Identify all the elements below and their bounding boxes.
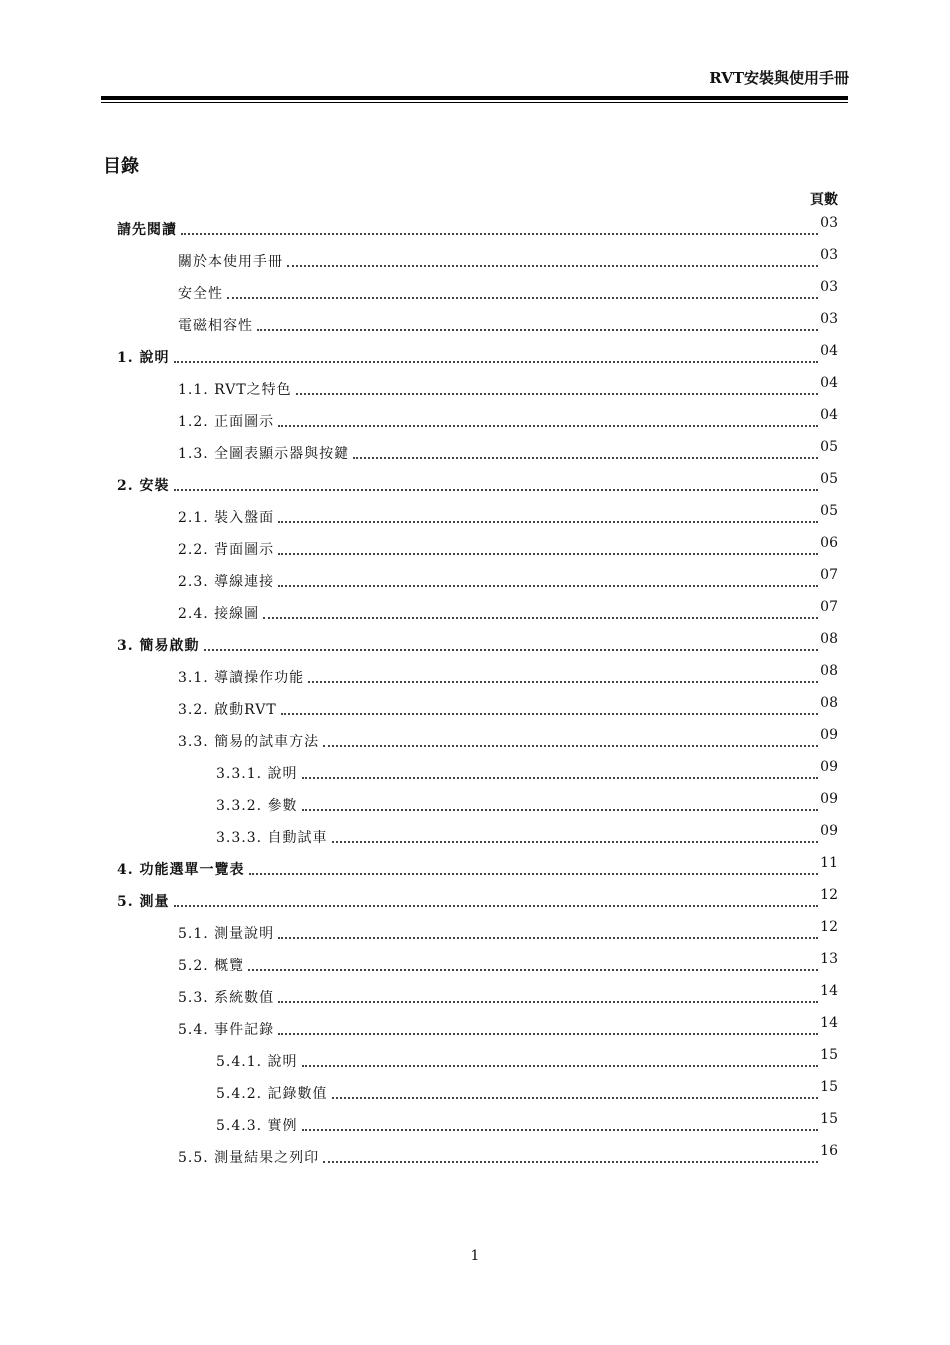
dot-leader <box>278 1001 818 1003</box>
toc-entry-label: 3.3. 簡易的試車方法 <box>178 734 320 750</box>
toc-entry-page: 16 <box>820 1143 838 1159</box>
toc-entry-label: 5.1. 測量說明 <box>178 926 275 942</box>
toc-entry[interactable] <box>0 725 950 757</box>
dot-leader <box>174 489 819 491</box>
toc-entry-page: 08 <box>820 663 838 679</box>
toc-entry[interactable] <box>0 1077 950 1109</box>
toc-entry[interactable] <box>0 1013 950 1045</box>
toc-entry-page: 07 <box>820 567 838 583</box>
dot-leader <box>278 585 818 587</box>
toc-entry-page: 05 <box>820 471 838 487</box>
toc-entry-page: 09 <box>820 791 838 807</box>
dot-leader <box>287 265 818 267</box>
dot-leader <box>302 777 818 779</box>
toc-entry[interactable] <box>0 789 950 821</box>
toc-entry-page: 15 <box>820 1111 838 1127</box>
toc-entry-page: 04 <box>820 375 838 391</box>
toc-entry-label: 4. 功能選單一覽表 <box>117 862 245 878</box>
toc-entry-label: 2.4. 接線圖 <box>178 606 260 622</box>
toc-entry[interactable] <box>0 245 950 277</box>
toc-entry[interactable] <box>0 565 950 597</box>
toc-entry-label: 關於本使用手冊 <box>178 254 283 270</box>
toc-entry[interactable] <box>0 1045 950 1077</box>
toc-title: 目錄 <box>103 156 139 177</box>
toc-entry-page: 12 <box>820 919 838 935</box>
table-of-contents <box>0 213 950 1173</box>
toc-entry[interactable] <box>0 501 950 533</box>
toc-entry[interactable] <box>0 597 950 629</box>
toc-entry-label: 1.3. 全圖表顯示器與按鍵 <box>178 446 350 462</box>
dot-leader <box>249 873 819 875</box>
toc-entry[interactable] <box>0 1141 950 1173</box>
toc-entry-page: 07 <box>820 599 838 615</box>
dot-leader <box>281 713 818 715</box>
dot-leader <box>353 457 818 459</box>
dot-leader <box>204 649 819 651</box>
document-header-title: RVT安裝與使用手冊 <box>709 69 849 87</box>
toc-entry-page: 09 <box>820 727 838 743</box>
toc-entry-page: 11 <box>820 855 838 871</box>
header-rule-thick <box>101 96 848 100</box>
toc-entry-label: 2. 安裝 <box>117 478 170 494</box>
toc-entry-page: 03 <box>820 247 838 263</box>
toc-entry-label: 3.2. 啟動RVT <box>178 702 277 718</box>
toc-entry[interactable] <box>0 309 950 341</box>
toc-entry[interactable] <box>0 437 950 469</box>
toc-entry[interactable] <box>0 213 950 245</box>
page-column-label: 頁數 <box>810 192 838 208</box>
toc-entry[interactable] <box>0 277 950 309</box>
dot-leader <box>181 233 818 235</box>
dot-leader <box>278 937 818 939</box>
toc-entry[interactable] <box>0 981 950 1013</box>
toc-entry-label: 5.5. 測量結果之列印 <box>178 1150 320 1166</box>
dot-leader <box>227 297 818 299</box>
toc-entry[interactable] <box>0 469 950 501</box>
toc-entry[interactable] <box>0 757 950 789</box>
toc-entry-page: 15 <box>820 1079 838 1095</box>
toc-entry-page: 12 <box>820 887 838 903</box>
dot-leader <box>308 681 818 683</box>
toc-entry-label: 請先閱讀 <box>117 222 177 238</box>
toc-entry-page: 14 <box>820 983 838 999</box>
dot-leader <box>302 1129 818 1131</box>
toc-entry[interactable] <box>0 341 950 373</box>
toc-entry-page: 03 <box>820 279 838 295</box>
toc-entry-label: 5.3. 系統數值 <box>178 990 275 1006</box>
toc-entry-label: 安全性 <box>178 286 223 302</box>
toc-entry-label: 5.4.2. 記錄數值 <box>216 1086 328 1102</box>
dot-leader <box>302 1065 818 1067</box>
toc-entry-page: 03 <box>820 215 838 231</box>
toc-entry[interactable] <box>0 885 950 917</box>
toc-entry[interactable] <box>0 533 950 565</box>
toc-entry-page: 05 <box>820 439 838 455</box>
toc-entry-page: 15 <box>820 1047 838 1063</box>
dot-leader <box>174 361 819 363</box>
toc-entry[interactable] <box>0 917 950 949</box>
toc-entry[interactable] <box>0 853 950 885</box>
toc-entry-label: 2.2. 背面圖示 <box>178 542 275 558</box>
dot-leader <box>278 553 818 555</box>
dot-leader <box>296 393 818 395</box>
toc-entry-label: 3.3.3. 自動試車 <box>216 830 328 846</box>
toc-entry-page: 05 <box>820 503 838 519</box>
toc-entry-label: 5. 測量 <box>117 894 170 910</box>
dot-leader <box>323 745 818 747</box>
toc-entry-label: 5.2. 概覽 <box>178 958 245 974</box>
toc-entry[interactable] <box>0 373 950 405</box>
toc-entry[interactable] <box>0 949 950 981</box>
toc-entry-page: 09 <box>820 823 838 839</box>
toc-entry-label: 3. 簡易啟動 <box>117 638 200 654</box>
toc-entry-label: 3.3.2. 參數 <box>216 798 298 814</box>
toc-entry-label: 3.3.1. 說明 <box>216 766 298 782</box>
toc-entry-page: 04 <box>820 343 838 359</box>
toc-entry-label: 5.4.3. 實例 <box>216 1118 298 1134</box>
toc-entry-page: 06 <box>820 535 838 551</box>
toc-entry-label: 1.1. RVT之特色 <box>178 382 292 398</box>
toc-entry[interactable] <box>0 821 950 853</box>
dot-leader <box>278 1033 818 1035</box>
dot-leader <box>332 1097 818 1099</box>
dot-leader <box>174 905 819 907</box>
toc-entry-label: 2.1. 裝入盤面 <box>178 510 275 526</box>
toc-entry[interactable] <box>0 629 950 661</box>
toc-entry[interactable] <box>0 405 950 437</box>
toc-entry-label: 2.3. 導線連接 <box>178 574 275 590</box>
toc-entry[interactable] <box>0 1109 950 1141</box>
toc-entry-page: 13 <box>820 951 838 967</box>
toc-entry-label: 電磁相容性 <box>178 318 253 334</box>
toc-entry-page: 04 <box>820 407 838 423</box>
dot-leader <box>278 425 818 427</box>
page-number: 1 <box>470 1248 480 1264</box>
header-rule-thin <box>101 102 848 103</box>
dot-leader <box>263 617 818 619</box>
dot-leader <box>332 841 818 843</box>
dot-leader <box>248 969 818 971</box>
toc-entry-label: 5.4. 事件記錄 <box>178 1022 275 1038</box>
toc-entry[interactable] <box>0 661 950 693</box>
toc-entry-label: 1. 說明 <box>117 350 170 366</box>
dot-leader <box>257 329 818 331</box>
toc-entry-label: 1.2. 正面圖示 <box>178 414 275 430</box>
toc-entry-page: 14 <box>820 1015 838 1031</box>
dot-leader <box>278 521 818 523</box>
toc-entry[interactable] <box>0 693 950 725</box>
toc-entry-page: 08 <box>820 695 838 711</box>
toc-entry-label: 5.4.1. 說明 <box>216 1054 298 1070</box>
toc-entry-page: 08 <box>820 631 838 647</box>
toc-entry-page: 03 <box>820 311 838 327</box>
dot-leader <box>302 809 818 811</box>
toc-entry-label: 3.1. 導讀操作功能 <box>178 670 305 686</box>
dot-leader <box>323 1161 818 1163</box>
toc-entry-page: 09 <box>820 759 838 775</box>
